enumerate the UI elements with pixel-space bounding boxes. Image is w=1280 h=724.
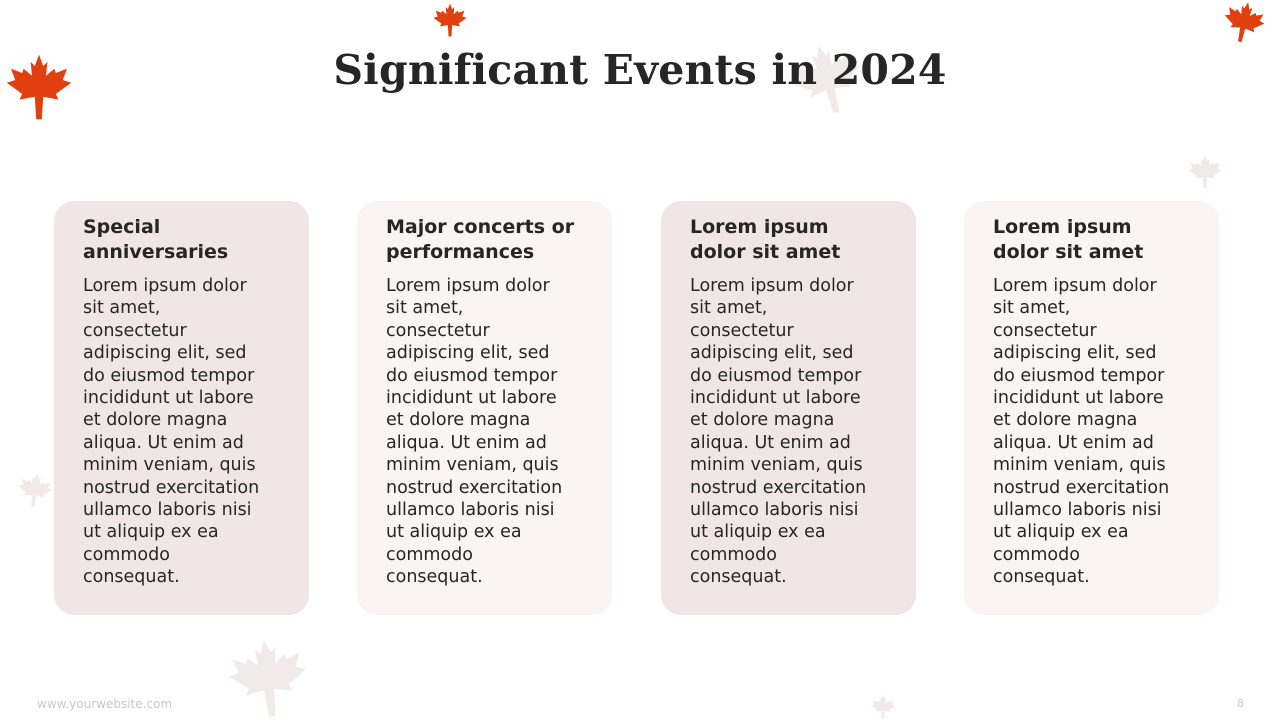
card-body: Lorem ipsum dolor sit amet, consectetur adipiscing elit, sed do eiusmod tempor incididunt ut labore et dolore magna aliqua. Ut enim ad minim veniam, quis nostrud exercitation ullamco laboris nisi ut aliquip ex ea commodo consequat.	[83, 276, 260, 588]
event-card-2	[357, 201, 612, 615]
slide-title: Significant Events in 2024	[333, 46, 947, 94]
card-heading: Lorem ipsum dolor sit amet	[690, 216, 841, 263]
card-body: Lorem ipsum dolor sit amet, consectetur adipiscing elit, sed do eiusmod tempor incididunt ut labore et dolore magna aliqua. Ut enim ad minim veniam, quis nostrud exercitation ullamco laboris nisi ut aliquip ex ea commodo consequat.	[993, 276, 1170, 588]
card-body: Lorem ipsum dolor sit amet, consectetur adipiscing elit, sed do eiusmod tempor incididunt ut labore et dolore magna aliqua. Ut enim ad minim veniam, quis nostrud exercitation ullamco laboris nisi ut aliquip ex ea commodo consequat.	[386, 276, 563, 588]
card-heading: Special anniversaries	[83, 216, 229, 263]
maple-leaf-icon	[222, 632, 314, 724]
maple-leaf-icon	[862, 694, 904, 720]
event-card-4	[964, 201, 1219, 615]
event-card-3	[661, 201, 916, 615]
footer-website: www.yourwebsite.com	[37, 697, 173, 711]
maple-leaf-icon	[431, 2, 469, 38]
card-heading: Lorem ipsum dolor sit amet	[993, 216, 1144, 263]
card-heading: Major concerts or performances	[386, 216, 575, 263]
page-number: 8	[1237, 697, 1244, 710]
card-body: Lorem ipsum dolor sit amet, consectetur adipiscing elit, sed do eiusmod tempor incididunt ut labore et dolore magna aliqua. Ut enim ad minim veniam, quis nostrud exercitation ullamco laboris nisi ut aliquip ex ea commodo consequat.	[690, 276, 867, 588]
maple-leaf-icon	[1218, 0, 1270, 48]
maple-leaf-icon	[14, 470, 57, 511]
maple-leaf-icon	[1186, 154, 1224, 190]
event-card-1	[54, 201, 309, 615]
